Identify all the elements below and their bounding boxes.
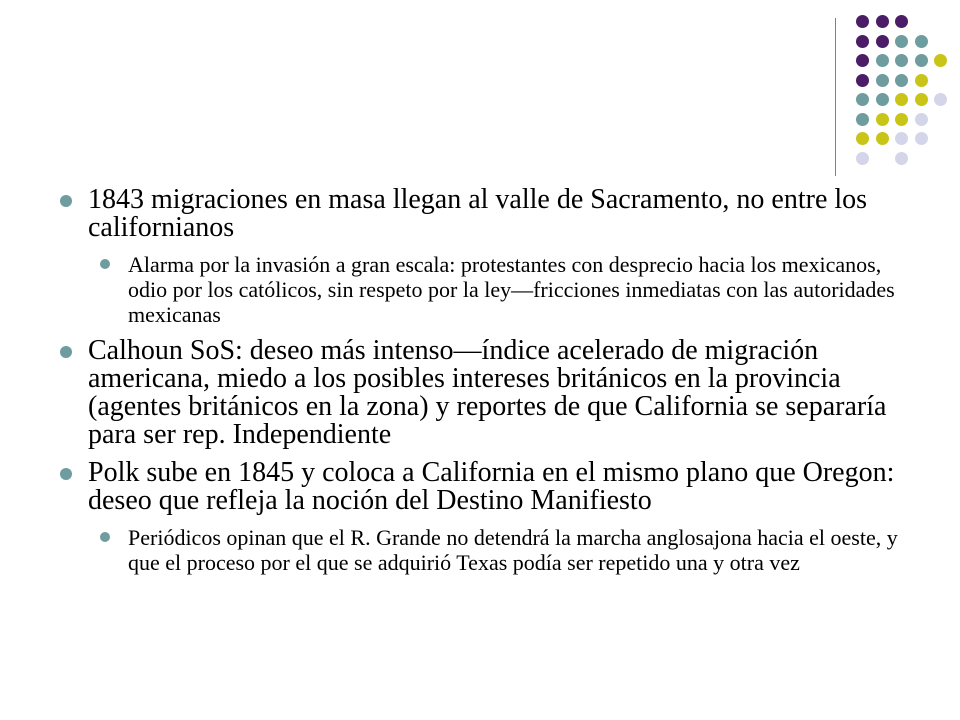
decorative-dot (915, 113, 928, 126)
bullet-icon (60, 195, 72, 207)
decorative-dot (895, 113, 908, 126)
decorative-dot (895, 132, 908, 145)
decorative-dot (915, 93, 928, 106)
decorative-dot (895, 74, 908, 87)
decorative-dot (895, 15, 908, 28)
bullet-icon (60, 468, 72, 480)
decorative-dot (876, 93, 889, 106)
decorative-dot (876, 113, 889, 126)
sub-bullet-text: Alarma por la invasión a gran escala: protestantes con desprecio hacia los mexicanos, odio por los católicos, sin respeto por la ley—fricciones inmediatas con las autoridades mexicanas (128, 252, 895, 327)
bullet-item (60, 459, 900, 515)
decorative-dot (876, 54, 889, 67)
decorative-dot (915, 54, 928, 67)
bullet-text: 1843 migraciones en masa llegan al valle de Sacramento, no entre los californianos (88, 184, 868, 243)
decorative-dot (915, 74, 928, 87)
decorative-dot (876, 132, 889, 145)
decorative-dot (915, 132, 928, 145)
sub-bullet-item (100, 525, 900, 575)
decorative-dot (856, 54, 869, 67)
decorative-dot (934, 93, 947, 106)
decorative-dot (915, 35, 928, 48)
decorative-dot (895, 54, 908, 67)
decorative-dot (934, 54, 947, 67)
bullet-icon (60, 346, 72, 358)
decorative-dot (876, 74, 889, 87)
decorative-dot (895, 152, 908, 165)
decorative-dot (856, 74, 869, 87)
decorative-dot (876, 35, 889, 48)
decorative-dot (856, 152, 869, 165)
slide-content (60, 186, 900, 585)
decorative-dot (856, 113, 869, 126)
sub-bullet-icon (100, 532, 110, 542)
decorative-dot (856, 35, 869, 48)
sub-bullet-icon (100, 259, 110, 269)
bullet-item (60, 186, 900, 242)
sub-bullet-item (100, 252, 900, 327)
decorative-dot (856, 93, 869, 106)
sub-bullet-text: Periódicos opinan que el R. Grande no detendrá la marcha anglosajona hacia el oeste, y que el proceso por el que se adquirió Texas podía ser repetido una y otra vez (128, 525, 898, 575)
bullet-text: Calhoun SoS: deseo más intenso—índice acelerado de migración americana, miedo a los posibles intereses británicos en la provincia (agentes británicos en la zona) y reportes de que California se separaría para ser rep. Independiente (88, 335, 887, 450)
decorative-dot (856, 15, 869, 28)
decorative-dot (856, 132, 869, 145)
decorative-dot (895, 93, 908, 106)
decorative-dot (876, 15, 889, 28)
bullet-text: Polk sube en 1845 y coloca a California en el mismo plano que Oregon: deseo que refleja la noción del Destino Manifiesto (88, 457, 895, 516)
bullet-item (60, 337, 900, 449)
decorative-dot (895, 35, 908, 48)
decorative-divider-line (835, 18, 836, 176)
